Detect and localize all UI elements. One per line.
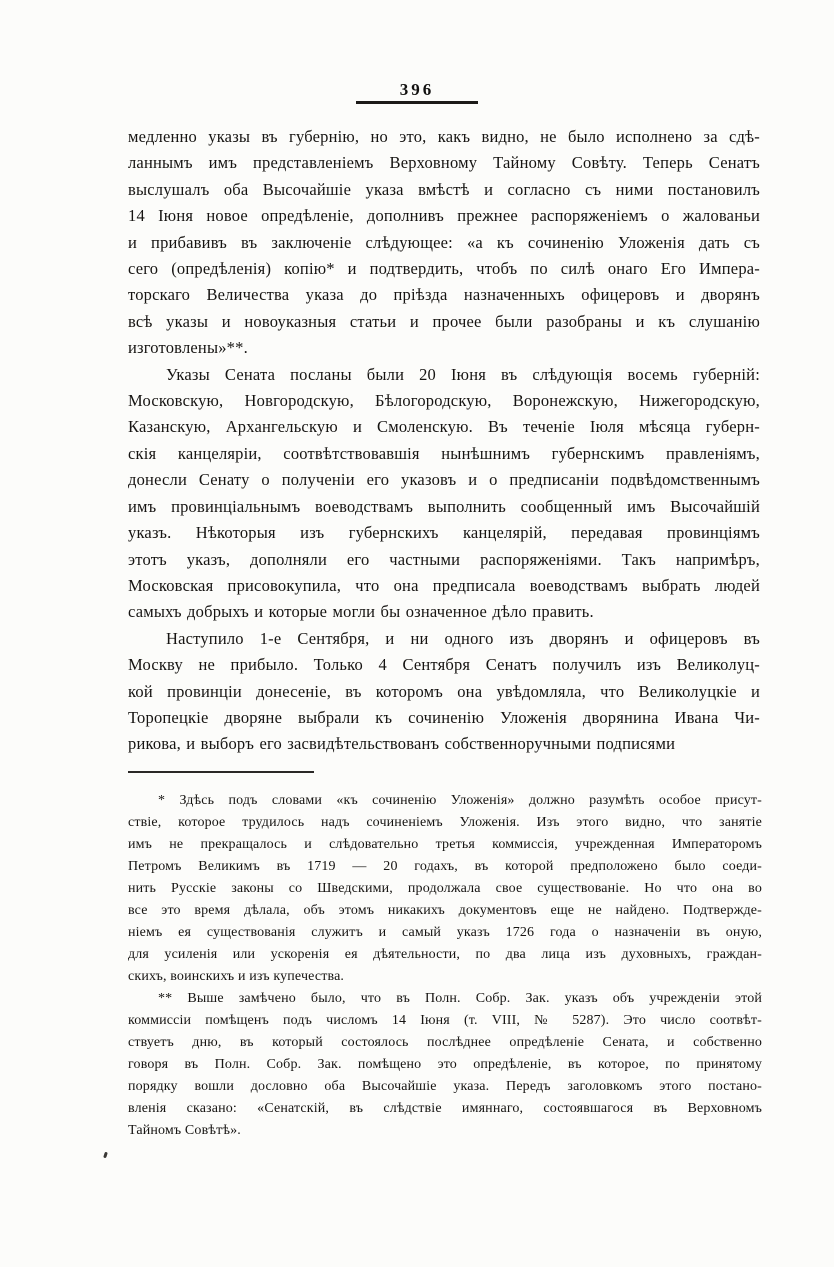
text-line: ствіе, которое трудилось надъ сочиненіемъ Уложенія. Изъ этого видно, что занятіе: [128, 815, 762, 830]
text-line: выслушалъ оба Высочайшіе указа вмѣстѣ и согласно съ ними постановилъ: [128, 179, 760, 199]
text-line: порядку вошли дословно оба Высочайшіе указа. Передъ заголовкомъ этого постано-: [128, 1079, 762, 1094]
text-line: всѣ указы и новоуказныя статьи и прочее были разобраны и къ слушанію: [128, 311, 760, 331]
text-line: коммиссіи помѣщенъ подъ числомъ 14 Іюня (т. VIII, № 5287). Это число соотвѣт-: [128, 1013, 762, 1028]
text-line: Московская присовокупила, что она предписала воеводствамъ выбрать людей: [128, 575, 760, 595]
text-line: Наступило 1-е Сентября, и ни одного изъ дворянъ и офицеровъ въ: [166, 628, 760, 648]
text-line: Тайномъ Совѣтѣ».: [128, 1123, 241, 1138]
paragraph: [128, 626, 760, 758]
text-line: * Здѣсь подъ словами «къ сочиненію Уложенія» должно разумѣть особое присут-: [158, 793, 762, 808]
text-line: этотъ указъ, дополняли его частными распоряженіями. Такъ напримѣръ,: [128, 549, 760, 569]
page-header: [0, 80, 834, 104]
text-line: Московскую, Новгородскую, Бѣлогородскую, Воронежскую, Нижегородскую,: [128, 391, 760, 411]
text-line: Торопецкіе дворяне выбрали къ сочиненію Уложенія дворянина Ивана Чи-: [128, 707, 760, 727]
text-line: медленно указы въ губернію, но это, какъ видно, не было исполнено за сдѣ-: [128, 127, 760, 146]
text-line: рикова, и выборъ его засвидѣтельствованъ собственноручными подписями: [128, 734, 676, 754]
text-line: говоря въ Полн. Собр. Зак. помѣщено это опредѣленіе, въ которое, по принятому: [128, 1057, 762, 1072]
page-number: 396: [399, 80, 435, 99]
text-line: Указы Сената посланы были 20 Іюня въ слѣдующія восемь губерній:: [166, 364, 760, 384]
footnote: [128, 790, 762, 988]
text-line: вленія сказано: «Сенатскій, въ слѣдствіе имяннаго, состоявшагося въ Верховномъ: [128, 1101, 762, 1116]
ink-speck: [103, 1152, 108, 1159]
text-line: кой провинціи донесеніе, въ которомъ она увѣдомляла, что Великолуцкіе и: [128, 681, 760, 701]
text-line: имъ провинціальнымъ воеводствамъ выполнить сообщенный имъ Высочайшій: [128, 496, 760, 516]
main-text: [128, 124, 760, 758]
text-line: Москву не прибыло. Только 4 Сентября Сенатъ получилъ изъ Великолуц-: [128, 655, 760, 675]
text-line: 14 Іюня новое опредѣленіе, дополнивъ прежнее распоряженіемъ о жалованьи: [128, 206, 760, 226]
text-line: самыхъ добрыхъ и которые могли бы означенное дѣло править.: [128, 602, 594, 622]
text-line: ніемъ ея существованія служитъ и самый указъ 1726 года о назначеніи въ оную,: [128, 925, 762, 940]
text-line: скія канцеляріи, соотвѣтствовавшія нынѣшнимъ губернскимъ правленіямъ,: [128, 443, 760, 463]
text-line: ланнымъ имъ представленіемъ Верховному Тайному Совѣту. Теперь Сенатъ: [128, 153, 760, 173]
page-number-rule: [356, 101, 478, 104]
text-line: нить Русскіе законы со Шведскими, продолжала свое существованіе. Но что она во: [128, 881, 762, 896]
text-line: имъ не прекращалось и слѣдовательно третья коммиссія, учрежденная Императоромъ: [128, 837, 762, 852]
text-line: торскаго Величества указа до пріѣзда назначенныхъ офицеровъ и дворянъ: [128, 285, 760, 305]
text-line: донесли Сенату о полученіи его указовъ и о предписаніи подвѣдомственнымъ: [128, 470, 760, 490]
text-line: и прибавивъ въ заключеніе слѣдующее: «а къ сочиненію Уложенія дать съ: [128, 232, 760, 252]
text-line: ствуетъ дню, въ который состоялось послѣднее опредѣленіе Сената, и собственно: [128, 1035, 762, 1050]
text-line: скихъ, воинскихъ и изъ купечества.: [128, 969, 345, 984]
text-line: Петромъ Великимъ въ 1719 — 20 годахъ, въ которой предположено было соеди-: [128, 859, 762, 874]
text-line: Казанскую, Архангельскую и Смоленскую. Въ теченіе Іюля мѣсяца губерн-: [128, 417, 760, 437]
footnote: [128, 988, 762, 1142]
paragraph: [128, 362, 760, 626]
footnote-separator: [128, 771, 314, 773]
text-line: для усиленія или ускоренія ея дѣятельности, по два лица изъ духовныхъ, граждан-: [128, 947, 762, 962]
text-line: все это время дѣлала, объ этомъ никакихъ документовъ еще не найдено. Подтвержде-: [128, 903, 762, 918]
text-line: сего (опредѣленія) копію* и подтвердить, чтобъ по силѣ онаго Его Импера-: [128, 259, 760, 279]
text-line: указъ. Нѣкоторыя изъ губернскихъ канцелярій, передавая провинціямъ: [128, 523, 760, 543]
footnotes: [128, 790, 762, 1142]
text-line: ** Выше замѣчено было, что въ Полн. Собр. Зак. указъ объ учрежденіи этой: [158, 991, 762, 1006]
paragraph: [128, 124, 760, 362]
text-line: изготовлены»**.: [128, 338, 248, 358]
